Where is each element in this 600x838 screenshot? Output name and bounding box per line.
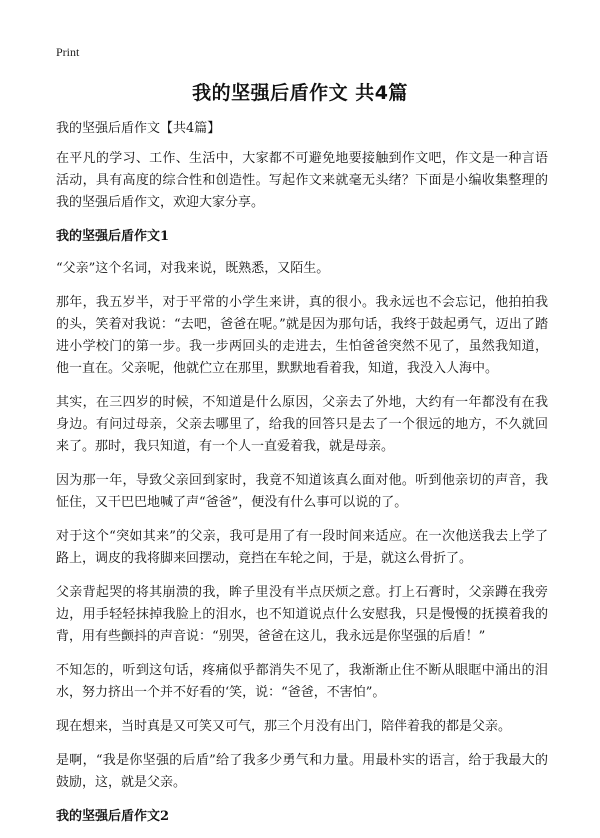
paragraph: 其实，在三四岁的时候，不知道是什么原因，父亲去了外地，大约有一年都没有在我身边。有问过母亲，父亲去哪里了，给我的回答只是去了一个很远的地方，不久就回来了。那时，我只知道，有一个人一直爱着我，就是母亲。 (56, 395, 548, 454)
paragraph: 那年，我五岁半，对于平常的小学生来讲，真的很小。我永远也不会忘记，他拍拍我的头，笑着对我说：“去吧，爸爸在呢。”就是因为那句话，我终于鼓起勇气，迈出了踏进小学校门的第一步。我一步两回头的走进去，生怕爸爸突然不见了，虽然我知道，他一直在。父亲呢，他就伫立在那里，默默地看着我，知道，我没入人海中。 (56, 295, 548, 376)
paragraph: 是啊，“我是你坚强的后盾”给了我多少勇气和力量。用最朴实的语言，给于我最大的鼓励，这，就是父亲。 (56, 753, 548, 790)
paragraph: 不知怎的，听到这句话，疼痛似乎都消失不见了，我渐渐止住不断从眼眶中涌出的泪水，努力挤出一个并不好看的‘笑，说：“爸爸，不害怕”。 (56, 663, 548, 700)
page-title: 我的坚强后盾作文 共4篇 (192, 82, 408, 104)
intro-paragraph: 在平凡的学习、工作、生活中，大家都不可避免地要接触到作文吧，作文是一种言语活动，具有高度的综合性和创造性。写起作文来就毫无头绪？下面是小编收集整理的我的坚强后盾作文，欢迎大家分享。 (56, 151, 548, 210)
paragraph: “父亲”这个名词，对我来说，既熟悉，又陌生。 (56, 261, 330, 276)
article-subtitle: 我的坚强后盾作文【共4篇】 (56, 121, 221, 136)
paragraph: 现在想来，当时真是又可笑又可气，那三个月没有出门，陪伴着我的都是父亲。 (56, 719, 512, 734)
section-heading-1: 我的坚强后盾作文1 (56, 229, 170, 244)
article-body (56, 118, 548, 838)
paragraph: 因为那一年，导致父亲回到家时，我竟不知道该真么面对他。听到他亲切的声音，我怔住，又干巴巴地喊了声“爸爸”，便没有什么事可以说的了。 (56, 473, 548, 510)
paragraph: 父亲背起哭的将其崩溃的我，眸子里没有半点厌烦之意。打上石膏时，父亲蹲在我旁边，用手轻轻抹掉我脸上的泪水，也不知道说点什么安慰我，只是慢慢的抚摸着我的背，用有些颤抖的声音说：“别哭，爸爸在这儿，我永远是你坚强的后盾！” (56, 585, 548, 644)
paragraph: 对于这个“突如其来”的父亲，我可是用了有一段时间来适应。在一次他送我去上学了路上，调皮的我将脚来回摆动，竟挡在车轮之间，于是，就这么骨折了。 (56, 529, 548, 566)
section-heading-2: 我的坚强后盾作文2 (56, 809, 170, 824)
print-link[interactable]: Print (56, 45, 80, 59)
